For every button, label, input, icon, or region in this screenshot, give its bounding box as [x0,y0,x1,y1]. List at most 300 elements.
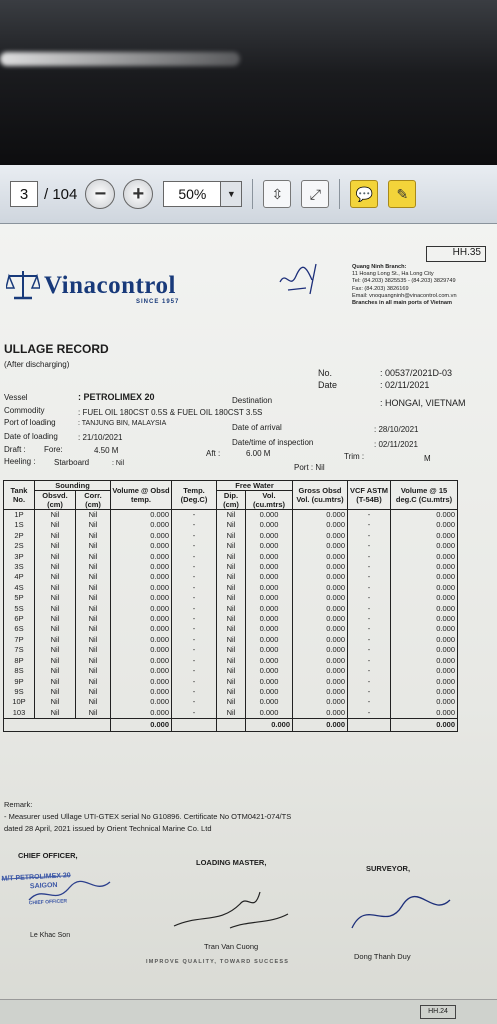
cell-corr: Nil [76,635,111,645]
total-fw: 0.000 [246,719,293,732]
toolbar-separator [339,179,340,209]
cell-gross: 0.000 [293,604,348,614]
name-surveyor: Dong Thanh Duy [354,952,411,961]
table-row [4,562,458,572]
slogan: IMPROVE QUALITY, TOWARD SUCCESS [146,959,290,965]
col-volume-15: Volume @ 15 deg.C (Cu.mtrs) [391,481,458,510]
cell-obs: Nil [35,666,76,676]
cell-corr: Nil [76,520,111,530]
table-row [4,708,458,719]
company-logo: Vinacontrol [44,272,176,299]
cell-fw: 0.000 [246,697,293,707]
cell-dip: Nil [217,583,246,593]
cell-dip: Nil [217,666,246,676]
page-number-input[interactable]: 3 [10,181,38,207]
cell-dip: Nil [217,697,246,707]
cell-vol: 0.000 [111,614,172,624]
handwritten-initials [276,260,336,300]
cell-vol: 0.000 [111,687,172,697]
cell-gross: 0.000 [293,645,348,655]
date-loading-value: : 21/10/2021 [78,433,123,442]
cell-corr: Nil [76,666,111,676]
cell-v15: 0.000 [391,645,458,655]
date-loading-label: Date of loading [4,432,58,441]
totals-row [4,719,458,732]
remark-line-1: - Measurer used Ullage UTI-GTEX serial No G10896. Certificate No OTM0421-074/TS [4,812,292,821]
total-gross: 0.000 [293,719,348,732]
cell-vcf: - [348,656,391,666]
col-corr: Corr. (cm) [76,491,111,510]
cell-tank: 5P [4,593,35,603]
chief-officer-label: CHIEF OFFICER, [18,851,78,860]
zoom-level-input[interactable]: 50% [163,181,221,207]
cell-corr: Nil [76,697,111,707]
table-row [4,510,458,521]
screen-glare [0,52,240,66]
cell-obs: Nil [35,687,76,697]
cell-temp: - [172,593,217,603]
cell-v15: 0.000 [391,656,458,666]
cell-v15: 0.000 [391,677,458,687]
total-empty [4,719,111,732]
table-row [4,572,458,582]
fit-width-button[interactable] [301,180,329,208]
cell-vol: 0.000 [111,593,172,603]
cell-tank: 2P [4,531,35,541]
table-row [4,520,458,530]
name-chief-officer: Le Khac Son [30,932,71,939]
cell-vol: 0.000 [111,510,172,521]
cell-v15: 0.000 [391,531,458,541]
cell-dip: Nil [217,510,246,521]
cell-vcf: - [348,520,391,530]
no-label: No. [318,368,333,378]
cell-tank: 103 [4,708,35,719]
cell-temp: - [172,604,217,614]
date-value: : 02/11/2021 [380,380,430,390]
cell-vcf: - [348,572,391,582]
cell-dip: Nil [217,562,246,572]
cell-dip: Nil [217,677,246,687]
cell-vcf: - [348,614,391,624]
scales-logo-icon [6,268,40,302]
remark-line-2: dated 28 April, 2021 issued by Orient Technical Marine Co. Ltd [4,824,212,833]
inspection-label: Date/time of inspection [232,438,314,447]
toolbar-separator [252,179,253,209]
cell-v15: 0.000 [391,510,458,521]
cell-temp: - [172,677,217,687]
cell-tank: 7S [4,645,35,655]
inspection-value: : 02/11/2021 [374,440,418,449]
cell-gross: 0.000 [293,635,348,645]
highlight-button[interactable] [388,180,416,208]
cell-temp: - [172,635,217,645]
cell-v15: 0.000 [391,583,458,593]
branch-name: Quang Ninh Branch: [352,264,407,270]
stamp-line-2: SAIGON [29,881,58,891]
cell-vol: 0.000 [111,572,172,582]
cell-obs: Nil [35,635,76,645]
cell-obs: Nil [35,593,76,603]
pdf-page [0,224,497,1024]
cell-v15: 0.000 [391,552,458,562]
total-empty [172,719,217,732]
cell-vol: 0.000 [111,697,172,707]
cell-tank: 6P [4,614,35,624]
cell-vcf: - [348,531,391,541]
cell-vol: 0.000 [111,541,172,551]
branch-address: 11 Hoang Long St., Ha Long City [352,271,434,278]
comment-icon: 💬 [355,185,374,202]
cell-temp: - [172,645,217,655]
cell-vcf: - [348,687,391,697]
cell-obs: Nil [35,562,76,572]
cell-temp: - [172,656,217,666]
cell-tank: 5S [4,604,35,614]
cell-corr: Nil [76,645,111,655]
cell-v15: 0.000 [391,614,458,624]
total-empty [217,719,246,732]
cell-temp: - [172,562,217,572]
cell-vol: 0.000 [111,562,172,572]
cell-gross: 0.000 [293,666,348,676]
port-heel: Port : Nil [294,463,325,472]
stamp-line-3: CHIEF OFFICER [28,898,68,907]
cell-dip: Nil [217,531,246,541]
cell-corr: Nil [76,583,111,593]
document-subtitle: (After discharging) [4,360,70,369]
date-label: Date [318,380,338,390]
signature-loading-master [170,884,290,934]
cell-gross: 0.000 [293,562,348,572]
cell-fw: 0.000 [246,531,293,541]
cell-obs: Nil [35,604,76,614]
cell-vcf: - [348,583,391,593]
cell-dip: Nil [217,645,246,655]
cell-dip: Nil [217,572,246,582]
cell-tank: 6S [4,624,35,634]
destination-value: : HONGAI, VIETNAM [380,398,466,408]
arrival-label: Date of arrival [232,423,282,432]
cell-temp: - [172,583,217,593]
cell-tank: 3S [4,562,35,572]
cell-dip: Nil [217,635,246,645]
cell-vcf: - [348,708,391,719]
cell-fw: 0.000 [246,624,293,634]
cell-dip: Nil [217,656,246,666]
cell-corr: Nil [76,624,111,634]
name-loading-master: Tran Van Cuong [204,942,259,951]
loading-master-label: LOADING MASTER, [196,858,267,867]
cell-v15: 0.000 [391,520,458,530]
comment-button[interactable] [350,180,378,208]
commodity-label: Commodity [4,406,45,415]
cell-tank: 3P [4,552,35,562]
cell-fw: 0.000 [246,677,293,687]
cell-v15: 0.000 [391,687,458,697]
cell-vol: 0.000 [111,624,172,634]
arrival-value: : 28/10/2021 [374,425,419,434]
heeling-label: Heeling : [4,457,36,466]
cell-dip: Nil [217,708,246,719]
fit-page-button[interactable] [263,180,291,208]
cell-corr: Nil [76,677,111,687]
monitor-bezel [0,0,497,165]
cell-fw: 0.000 [246,552,293,562]
cell-obs: Nil [35,520,76,530]
ullage-table-body [4,510,458,732]
cell-corr: Nil [76,531,111,541]
cell-gross: 0.000 [293,593,348,603]
cell-gross: 0.000 [293,583,348,593]
table-row [4,656,458,666]
commodity-value: : FUEL OIL 180CST 0.5S & FUEL OIL 180CST 3.5S [78,408,263,417]
cell-tank: 9P [4,677,35,687]
col-dip: Dip. (cm) [217,491,246,510]
branch-fax: Fax: (84.203) 3826169 [352,285,409,292]
heeling-value: : Nil [112,460,125,467]
cell-vcf: - [348,666,391,676]
table-row [4,552,458,562]
cell-corr: Nil [76,552,111,562]
vessel-label: Vessel [4,393,28,402]
cell-vcf: - [348,552,391,562]
cell-corr: Nil [76,572,111,582]
cell-vol: 0.000 [111,666,172,676]
branch-tel: Tel: (84.203) 3825535 - (84.203) 3829749 [352,278,456,285]
cell-vol: 0.000 [111,677,172,687]
cell-corr: Nil [76,562,111,572]
table-row [4,635,458,645]
cell-tank: 8S [4,666,35,676]
col-temp: Temp. (Deg.C) [172,481,217,510]
next-doc-code: HH.24 [420,1005,456,1019]
cell-corr: Nil [76,593,111,603]
cell-dip: Nil [217,614,246,624]
cell-fw: 0.000 [246,510,293,521]
zoom-dropdown-button[interactable] [221,181,242,207]
cell-corr: Nil [76,541,111,551]
zoom-in-button[interactable]: + [123,179,153,209]
col-vcf: VCF ASTM (T-54B) [348,481,391,510]
cell-gross: 0.000 [293,614,348,624]
cell-vol: 0.000 [111,520,172,530]
table-row [4,666,458,676]
heeling-side: Starboard [54,458,90,467]
col-volume: Volume @ Obsd temp. [111,481,172,510]
cell-gross: 0.000 [293,656,348,666]
cell-vol: 0.000 [111,645,172,655]
cell-gross: 0.000 [293,572,348,582]
aft-value: 6.00 M [246,449,271,458]
chevron-down-icon: ▼ [226,189,236,199]
draft-label: Draft : [4,445,26,454]
table-row [4,697,458,707]
cell-temp: - [172,531,217,541]
table-row [4,677,458,687]
cell-tank: 9S [4,687,35,697]
cell-v15: 0.000 [391,708,458,719]
cell-vcf: - [348,562,391,572]
cell-vcf: - [348,635,391,645]
cell-tank: 1P [4,510,35,521]
col-obsvd: Obsvd. (cm) [35,491,76,510]
cell-fw: 0.000 [246,572,293,582]
cell-obs: Nil [35,645,76,655]
cell-vcf: - [348,604,391,614]
signature-surveyor [346,888,456,938]
cell-tank: 4P [4,572,35,582]
col-fw-vol: Vol. (cu.mtrs) [246,491,293,510]
cell-vol: 0.000 [111,635,172,645]
cell-obs: Nil [35,697,76,707]
cell-gross: 0.000 [293,541,348,551]
fore-value: 4.50 M [94,446,119,455]
cell-gross: 0.000 [293,708,348,719]
cell-tank: 7P [4,635,35,645]
cell-obs: Nil [35,510,76,521]
stamp-line-1: M/T PETROLIMEX 20 [1,872,71,883]
since-label: SINCE 1957 [136,299,180,305]
cell-vol: 0.000 [111,552,172,562]
cell-v15: 0.000 [391,562,458,572]
table-row [4,531,458,541]
cell-obs: Nil [35,708,76,719]
cell-fw: 0.000 [246,583,293,593]
cell-v15: 0.000 [391,604,458,614]
cell-temp: - [172,697,217,707]
table-row [4,593,458,603]
cell-obs: Nil [35,541,76,551]
cell-temp: - [172,708,217,719]
cell-vol: 0.000 [111,583,172,593]
cell-fw: 0.000 [246,666,293,676]
cell-tank: 1S [4,520,35,530]
document-title: ULLAGE RECORD [4,342,109,356]
cell-dip: Nil [217,552,246,562]
cell-dip: Nil [217,604,246,614]
cell-dip: Nil [217,541,246,551]
aft-label: Aft : [206,449,221,458]
cell-fw: 0.000 [246,604,293,614]
port-loading-label: Port of loading [4,418,56,427]
cell-vcf: - [348,593,391,603]
doc-code: HH.35 [426,246,486,262]
cell-fw: 0.000 [246,614,293,624]
cell-corr: Nil [76,687,111,697]
cell-temp: - [172,541,217,551]
fore-label: Fore: [44,445,63,454]
fit-width-icon: ⤢ [309,185,321,202]
total-empty [348,719,391,732]
cell-vcf: - [348,510,391,521]
cell-obs: Nil [35,572,76,582]
fit-page-icon: ⇳ [271,185,284,202]
cell-gross: 0.000 [293,552,348,562]
cell-vol: 0.000 [111,604,172,614]
cell-fw: 0.000 [246,593,293,603]
cell-dip: Nil [217,593,246,603]
cell-temp: - [172,572,217,582]
cell-dip: Nil [217,687,246,697]
cell-temp: - [172,666,217,676]
zoom-out-button[interactable]: − [85,179,115,209]
cell-fw: 0.000 [246,541,293,551]
cell-corr: Nil [76,614,111,624]
cell-obs: Nil [35,583,76,593]
cell-fw: 0.000 [246,520,293,530]
cell-corr: Nil [76,604,111,614]
cell-vol: 0.000 [111,531,172,541]
cell-v15: 0.000 [391,635,458,645]
cell-corr: Nil [76,510,111,521]
table-row [4,614,458,624]
cell-gross: 0.000 [293,687,348,697]
cell-vol: 0.000 [111,656,172,666]
cell-temp: - [172,510,217,521]
cell-v15: 0.000 [391,624,458,634]
cell-tank: 4S [4,583,35,593]
no-value: : 00537/2021D-03 [380,368,453,378]
cell-vcf: - [348,677,391,687]
cell-gross: 0.000 [293,677,348,687]
cell-fw: 0.000 [246,645,293,655]
cell-temp: - [172,520,217,530]
cell-tank: 10P [4,697,35,707]
table-row [4,687,458,697]
cell-gross: 0.000 [293,624,348,634]
trim-label: Trim : [344,452,365,461]
cell-obs: Nil [35,531,76,541]
col-free-water: Free Water [217,481,293,491]
cell-temp: - [172,624,217,634]
destination-label: Destination [232,396,273,405]
cell-obs: Nil [35,552,76,562]
cell-vcf: - [348,645,391,655]
cell-obs: Nil [35,677,76,687]
surveyor-label: SURVEYOR, [366,864,411,873]
cell-obs: Nil [35,656,76,666]
cell-v15: 0.000 [391,541,458,551]
branch-network: Branches in all main ports of Vietnam [352,300,452,307]
col-gross: Gross Obsd Vol. (cu.mtrs) [293,481,348,510]
cell-vcf: - [348,697,391,707]
cell-gross: 0.000 [293,697,348,707]
col-sounding: Sounding [35,481,111,491]
cell-v15: 0.000 [391,593,458,603]
trim-value: M [424,454,431,463]
cell-dip: Nil [217,624,246,634]
cell-v15: 0.000 [391,572,458,582]
cell-vcf: - [348,624,391,634]
cell-v15: 0.000 [391,666,458,676]
total-vol: 0.000 [111,719,172,732]
cell-fw: 0.000 [246,635,293,645]
cell-gross: 0.000 [293,520,348,530]
cell-vol: 0.000 [111,708,172,719]
table-row [4,624,458,634]
cell-tank: 2S [4,541,35,551]
cell-fw: 0.000 [246,656,293,666]
col-tank: Tank No. [4,481,35,510]
cell-tank: 8P [4,656,35,666]
table-row [4,541,458,551]
cell-corr: Nil [76,656,111,666]
port-loading-value: : TANJUNG BIN, MALAYSIA [78,420,167,427]
cell-fw: 0.000 [246,562,293,572]
signature-chief-officer [24,876,114,916]
cell-dip: Nil [217,520,246,530]
